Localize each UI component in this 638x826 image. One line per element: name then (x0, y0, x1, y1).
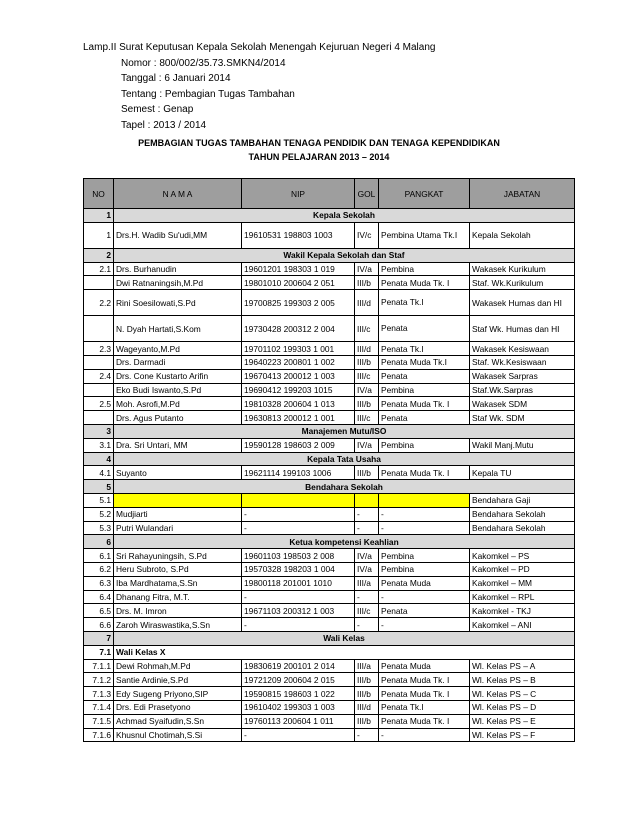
cell-nama: Drs. Cone Kustarto Arifin (114, 369, 242, 383)
cell-nip: 19601103 198503 2 008 (242, 549, 355, 563)
table-row (84, 673, 575, 687)
cell-pangkat: Pembina (379, 383, 470, 397)
cell-jabatan: Staf.Wk.Sarpras (470, 383, 575, 397)
cell-gol: III/b (355, 687, 379, 701)
cell-no: 2.3 (84, 342, 114, 356)
column-header-nama: N A M A (114, 179, 242, 209)
cell-nama (114, 493, 242, 507)
cell-pangkat: Pembina (379, 438, 470, 452)
table-row (84, 355, 575, 369)
table-row (84, 604, 575, 618)
cell-nip: 19801010 200604 2 051 (242, 276, 355, 290)
cell-pangkat: Penata Muda (379, 659, 470, 673)
cell-gol: III/b (355, 714, 379, 728)
table-row (84, 438, 575, 452)
section-label: Bendahara Sekolah (114, 480, 575, 494)
cell-nip: 19670413 200012 1 003 (242, 369, 355, 383)
cell-gol: III/a (355, 576, 379, 590)
cell-jabatan: Wakasek Sarpras (470, 369, 575, 383)
cell-pangkat: Penata Tk.I (379, 342, 470, 356)
cell-jabatan: Bendahara Sekolah (470, 521, 575, 535)
cell-gol: III/c (355, 316, 379, 342)
cell-nama: Iba Mardhatama,S.Sn (114, 576, 242, 590)
cell-nip: 19630813 200012 1 001 (242, 411, 355, 425)
cell-jabatan: Staf. Wk.Kesiswaan (470, 355, 575, 369)
cell-no: 6.6 (84, 618, 114, 632)
cell-nip: 19621114 199103 1006 (242, 466, 355, 480)
cell-pangkat: - (379, 521, 470, 535)
section-row (84, 209, 575, 223)
document-subtitle: TAHUN PELAJARAN 2013 – 2014 (248, 152, 390, 162)
section-number: 5 (84, 480, 114, 494)
cell-no: 6.2 (84, 562, 114, 576)
cell-no: 5.3 (84, 521, 114, 535)
cell-no: 6.4 (84, 590, 114, 604)
cell-nip: 19760113 200604 1 011 (242, 714, 355, 728)
subsection-label: Wali Kelas X (114, 645, 575, 659)
section-label: Ketua kompetensi Keahlian (114, 535, 575, 549)
cell-jabatan: Wl. Kelas PS – D (470, 700, 575, 714)
cell-no: 4.1 (84, 466, 114, 480)
cell-pangkat (379, 493, 470, 507)
cell-gol: III/d (355, 342, 379, 356)
subsection-number: 7.1 (84, 645, 114, 659)
cell-no: 6.5 (84, 604, 114, 618)
cell-nip (242, 493, 355, 507)
table-row (84, 397, 575, 411)
table-body (84, 209, 575, 742)
cell-gol: III/c (355, 411, 379, 425)
cell-nama: Wageyanto,M.Pd (114, 342, 242, 356)
cell-nama: Drs.H. Wadib Su'udi,MM (114, 222, 242, 248)
cell-pangkat: Penata Muda (379, 576, 470, 590)
cell-no (84, 276, 114, 290)
cell-jabatan: Kakomkel - TKJ (470, 604, 575, 618)
cell-pangkat: Penata Muda Tk. I (379, 714, 470, 728)
cell-no: 2.4 (84, 369, 114, 383)
cell-jabatan: Wl. Kelas PS – B (470, 673, 575, 687)
table-row (84, 562, 575, 576)
table-row (84, 222, 575, 248)
cell-gol: III/c (355, 604, 379, 618)
cell-nip: 19671103 200312 1 003 (242, 604, 355, 618)
cell-nip: 19590128 198603 2 009 (242, 438, 355, 452)
cell-gol: III/b (355, 276, 379, 290)
cell-nama: Drs. Edi Prasetyono (114, 700, 242, 714)
section-number: 6 (84, 535, 114, 549)
table-row (84, 276, 575, 290)
cell-nip: 19810328 200604 1 013 (242, 397, 355, 411)
section-row (84, 248, 575, 262)
cell-nip: 19730428 200312 2 004 (242, 316, 355, 342)
cell-gol: III/a (355, 659, 379, 673)
section-label: Wali Kelas (114, 631, 575, 645)
cell-no (84, 383, 114, 397)
cell-jabatan: Bendahara Sekolah (470, 507, 575, 521)
section-label: Manajemen Mutu/ISO (114, 424, 575, 438)
cell-nama: Dwi Ratnaningsih,M.Pd (114, 276, 242, 290)
section-number: 3 (84, 424, 114, 438)
table-row (84, 700, 575, 714)
cell-gol: III/c (355, 369, 379, 383)
cell-nama: Achmad Syaifudin,S.Sn (114, 714, 242, 728)
column-header-nip: NIP (242, 179, 355, 209)
cell-pangkat: Penata (379, 369, 470, 383)
cell-nip: - (242, 507, 355, 521)
cell-nip: 19721209 200604 2 015 (242, 673, 355, 687)
cell-no: 3.1 (84, 438, 114, 452)
table-row (84, 659, 575, 673)
subsection-row (84, 645, 575, 659)
cell-nip: - (242, 521, 355, 535)
table-row (84, 342, 575, 356)
cell-jabatan: Staf. Wk.Kurikulum (470, 276, 575, 290)
cell-nip: 19690412 199203 1015 (242, 383, 355, 397)
cell-nama: Drs. M. Imron (114, 604, 242, 618)
section-number: 4 (84, 452, 114, 466)
section-number: 1 (84, 209, 114, 223)
cell-jabatan: Wakasek Humas dan HI (470, 290, 575, 316)
cell-no: 7.1.1 (84, 659, 114, 673)
cell-nama: Drs. Darmadi (114, 355, 242, 369)
cell-nama: Sri Rahayuningsih, S.Pd (114, 549, 242, 563)
cell-nama: Santie Ardinie,S.Pd (114, 673, 242, 687)
document-title: PEMBAGIAN TUGAS TAMBAHAN TENAGA PENDIDIK DAN TENAGA KEPENDIDIKAN (138, 138, 500, 148)
header-lamp: Lamp.II Surat Keputusan Kepala Sekolah Menengah Kejuruan Negeri 4 Malang (83, 42, 436, 53)
table-row (84, 493, 575, 507)
cell-no: 7.1.6 (84, 728, 114, 742)
table-row (84, 521, 575, 535)
table-row (84, 507, 575, 521)
cell-nip: 19800118 201001 1010 (242, 576, 355, 590)
cell-jabatan: Wl. Kelas PS – F (470, 728, 575, 742)
cell-nama: Suyanto (114, 466, 242, 480)
section-number: 7 (84, 631, 114, 645)
cell-nama: Putri Wulandari (114, 521, 242, 535)
cell-nip: 19610402 199303 1 003 (242, 700, 355, 714)
cell-nip: 19570328 198203 1 004 (242, 562, 355, 576)
table-row (84, 687, 575, 701)
cell-pangkat: Pembina (379, 562, 470, 576)
table-row (84, 466, 575, 480)
cell-jabatan: Wakil Manj.Mutu (470, 438, 575, 452)
cell-no: 7.1.4 (84, 700, 114, 714)
cell-pangkat: Penata Muda Tk.I (379, 355, 470, 369)
cell-nip: 19640223 200801 1 002 (242, 355, 355, 369)
header-tentang: Tentang : Pembagian Tugas Tambahan (121, 88, 295, 100)
table-row (84, 262, 575, 276)
cell-no: 5.1 (84, 493, 114, 507)
cell-pangkat: Penata Muda Tk. I (379, 397, 470, 411)
table-header-row (84, 179, 575, 209)
table-row (84, 369, 575, 383)
cell-jabatan: Kakomkel – PD (470, 562, 575, 576)
cell-nip: 19830619 200101 2 014 (242, 659, 355, 673)
cell-no: 7.1.5 (84, 714, 114, 728)
cell-pangkat: Penata Tk.I (379, 290, 470, 316)
cell-pangkat: - (379, 590, 470, 604)
section-row (84, 535, 575, 549)
cell-jabatan: Kakomkel – MM (470, 576, 575, 590)
cell-jabatan: Bendahara Gaji (470, 493, 575, 507)
cell-jabatan: Kakomkel – RPL (470, 590, 575, 604)
header-tapel: Tapel : 2013 / 2014 (121, 119, 207, 131)
cell-no: 5.2 (84, 507, 114, 521)
cell-pangkat: Pembina (379, 549, 470, 563)
section-row (84, 452, 575, 466)
cell-pangkat: Penata Muda Tk. I (379, 466, 470, 480)
cell-jabatan: Wl. Kelas PS – C (470, 687, 575, 701)
cell-gol: III/b (355, 466, 379, 480)
cell-nama: Drs. Agus Putanto (114, 411, 242, 425)
column-header-jabatan: JABATAN (470, 179, 575, 209)
cell-no (84, 355, 114, 369)
cell-nip: - (242, 590, 355, 604)
cell-jabatan: Kepala Sekolah (470, 222, 575, 248)
cell-no (84, 411, 114, 425)
header-nomor: Nomor : 800/002/35.73.SMKN4/2014 (121, 57, 286, 69)
cell-gol: - (355, 618, 379, 632)
table-row (84, 590, 575, 604)
cell-jabatan: Wakasek Kurikulum (470, 262, 575, 276)
section-number: 2 (84, 248, 114, 262)
cell-gol: IV/a (355, 262, 379, 276)
cell-pangkat: Penata Tk.I (379, 700, 470, 714)
header-semest: Semest : Genap (121, 104, 194, 116)
cell-no: 2.5 (84, 397, 114, 411)
cell-gol: - (355, 728, 379, 742)
section-label: Kepala Sekolah (114, 209, 575, 223)
cell-gol: - (355, 521, 379, 535)
table-row (84, 290, 575, 316)
cell-no: 7.1.3 (84, 687, 114, 701)
cell-nama: Drs. Burhanudin (114, 262, 242, 276)
cell-nama: Dhanang Fitra, M.T. (114, 590, 242, 604)
cell-nama: Edy Sugeng Priyono,SIP (114, 687, 242, 701)
cell-pangkat: Penata Muda Tk. I (379, 673, 470, 687)
cell-gol: III/b (355, 397, 379, 411)
cell-gol: - (355, 590, 379, 604)
cell-gol (355, 493, 379, 507)
column-header-pangkat: PANGKAT (379, 179, 470, 209)
document-header (83, 40, 435, 134)
table-row (84, 411, 575, 425)
cell-gol: IV/a (355, 438, 379, 452)
cell-nama: Dewi Rohmah,M.Pd (114, 659, 242, 673)
cell-jabatan: Wakasek SDM (470, 397, 575, 411)
cell-nama: Moh. Asrofi,M.Pd (114, 397, 242, 411)
assignment-table (83, 178, 575, 742)
cell-pangkat: - (379, 507, 470, 521)
cell-nama: N. Dyah Hartati,S.Kom (114, 316, 242, 342)
section-row (84, 631, 575, 645)
header-tanggal: Tanggal : 6 Januari 2014 (121, 73, 231, 85)
cell-nip: 19610531 198803 1003 (242, 222, 355, 248)
section-label: Kepala Tata Usaha (114, 452, 575, 466)
cell-gol: III/b (355, 673, 379, 687)
cell-nip: 19590815 198603 1 022 (242, 687, 355, 701)
cell-gol: III/d (355, 700, 379, 714)
cell-pangkat: Penata (379, 604, 470, 618)
section-row (84, 424, 575, 438)
cell-nip: 19601201 198303 1 019 (242, 262, 355, 276)
cell-no: 1 (84, 222, 114, 248)
cell-nama: Dra. Sri Untari, MM (114, 438, 242, 452)
cell-nama: Khusnul Chotimah,S.Si (114, 728, 242, 742)
cell-nip: - (242, 728, 355, 742)
cell-nama: Heru Subroto, S.Pd (114, 562, 242, 576)
table-row (84, 728, 575, 742)
cell-nip: - (242, 618, 355, 632)
cell-pangkat: Penata (379, 316, 470, 342)
cell-jabatan: Staf Wk. Humas dan HI (470, 316, 575, 342)
cell-nip: 19701102 199303 1 001 (242, 342, 355, 356)
table-row (84, 714, 575, 728)
cell-jabatan: Wl. Kelas PS – E (470, 714, 575, 728)
cell-gol: IV/c (355, 222, 379, 248)
cell-jabatan: Kepala TU (470, 466, 575, 480)
cell-gol: IV/a (355, 383, 379, 397)
cell-jabatan: Kakomkel – ANI (470, 618, 575, 632)
cell-pangkat: Penata Muda Tk. I (379, 687, 470, 701)
cell-nama: Mudjiarti (114, 507, 242, 521)
cell-gol: IV/a (355, 549, 379, 563)
table-row (84, 316, 575, 342)
column-header-gol: GOL (355, 179, 379, 209)
table-row (84, 383, 575, 397)
cell-jabatan: Wl. Kelas PS – A (470, 659, 575, 673)
cell-jabatan: Wakasek Kesiswaan (470, 342, 575, 356)
cell-gol: IV/a (355, 562, 379, 576)
cell-pangkat: - (379, 728, 470, 742)
cell-no: 2.1 (84, 262, 114, 276)
cell-gol: III/d (355, 290, 379, 316)
cell-nama: Rini Soesilowati,S.Pd (114, 290, 242, 316)
cell-no: 7.1.2 (84, 673, 114, 687)
table-row (84, 576, 575, 590)
table-row (84, 618, 575, 632)
cell-gol: III/b (355, 355, 379, 369)
cell-pangkat: - (379, 618, 470, 632)
cell-nama: Zaroh Wiraswastika,S.Sn (114, 618, 242, 632)
cell-pangkat: Pembina Utama Tk.I (379, 222, 470, 248)
cell-nama: Eko Budi Iswanto,S.Pd (114, 383, 242, 397)
cell-no: 6.3 (84, 576, 114, 590)
cell-jabatan: Kakomkel – PS (470, 549, 575, 563)
cell-pangkat: Pembina (379, 262, 470, 276)
cell-no: 6.1 (84, 549, 114, 563)
cell-pangkat: Penata (379, 411, 470, 425)
section-row (84, 480, 575, 494)
section-label: Wakil Kepala Sekolah dan Staf (114, 248, 575, 262)
cell-jabatan: Staf Wk. SDM (470, 411, 575, 425)
cell-nip: 19700825 199303 2 005 (242, 290, 355, 316)
column-header-no: NO (84, 179, 114, 209)
table-row (84, 549, 575, 563)
cell-pangkat: Penata Muda Tk. I (379, 276, 470, 290)
cell-no: 2.2 (84, 290, 114, 316)
cell-no (84, 316, 114, 342)
cell-gol: - (355, 507, 379, 521)
